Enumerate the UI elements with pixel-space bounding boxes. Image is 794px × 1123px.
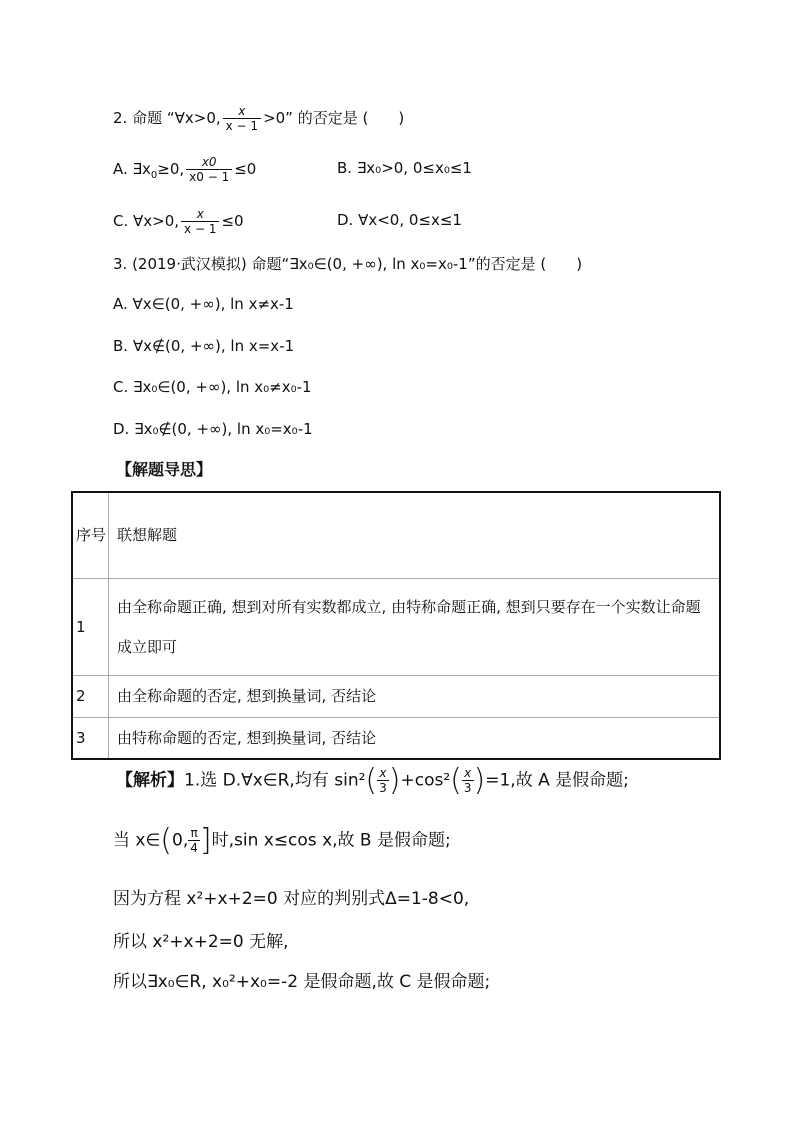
guide-heading: 【解题导思】 (116, 460, 213, 479)
q3-option-c: C. ∃x₀∈(0, +∞), ln x₀≠x₀-1 (113, 378, 312, 396)
solution-label: 【解析】 (116, 770, 184, 791)
table-row (72, 717, 720, 759)
table-header-row (72, 492, 720, 578)
row-index: 1 (72, 578, 109, 675)
q3-stem: 3. (2019·武汉模拟) 命题“∃x₀∈(0, +∞), ln x₀=x₀-1”的否定是 ( ) (113, 255, 583, 273)
solution-line-4: 所以 x²+x+2=0 无解, (113, 932, 289, 952)
row-text: 由特称命题的否定, 想到换量词, 否结论 (109, 717, 721, 759)
solution-line-5: 所以∃x₀∈R, x₀²+x₀=-2 是假命题,故 C 是假命题; (113, 972, 491, 992)
q2-option-c: C. ∀x>0, $\frac{x}{x - 1}$ ≤0 (113, 207, 244, 236)
row-index: 3 (72, 717, 109, 759)
header-index-cell: 序号 (72, 492, 109, 578)
q2-option-a: A. $\exists x_0\ge 0$, $\frac{x0}{x0 - 1}$ ≤0 (113, 155, 257, 184)
solution-line-1: 【解析】1.选 D.∀x∈R,均有 sin²( $\frac{x}{3}$ )+cos²( $\frac{x}{3}$ )=1,故 A 是假命题; (116, 763, 629, 798)
guide-table (71, 491, 721, 760)
q2-option-d: D. ∀x<0, 0≤x≤1 (337, 211, 462, 229)
q2-option-b: B. ∃x₀>0, 0≤x₀≤1 (337, 159, 472, 177)
table-row (72, 578, 720, 675)
q3-option-b: B. ∀x∉(0, +∞), ln x=x-1 (113, 337, 295, 355)
row-text: 由全称命题的否定, 想到换量词, 否结论 (109, 675, 721, 717)
q3-option-d: D. ∃x₀∉(0, +∞), ln x₀=x₀-1 (113, 420, 313, 438)
q3-option-a: A. ∀x∈(0, +∞), ln x≠x-1 (113, 295, 294, 313)
solution-line-3: 因为方程 x²+x+2=0 对应的判别式Δ=1-8<0, (113, 889, 470, 909)
solution-line-2: 当 x∈(0, $\frac{\pi}{4}$ ]时,sin x≤cos x,故 B 是假命题; (113, 823, 451, 858)
table-row (72, 675, 720, 717)
row-text: 由全称命题正确, 想到对所有实数都成立, 由特称命题正确, 想到只要存在一个实数让命题成立即可 (109, 578, 721, 675)
header-text-cell: 联想解题 (109, 492, 721, 578)
q2-stem-numerator: x (238, 104, 246, 118)
row-index: 2 (72, 675, 109, 717)
q2-stem-denominator: x − 1 (223, 118, 261, 133)
q2-stem: 2. 命题 “∀x>0, $\frac{x}{x - 1}$ >0” 的否定是 ( ) (113, 104, 405, 133)
